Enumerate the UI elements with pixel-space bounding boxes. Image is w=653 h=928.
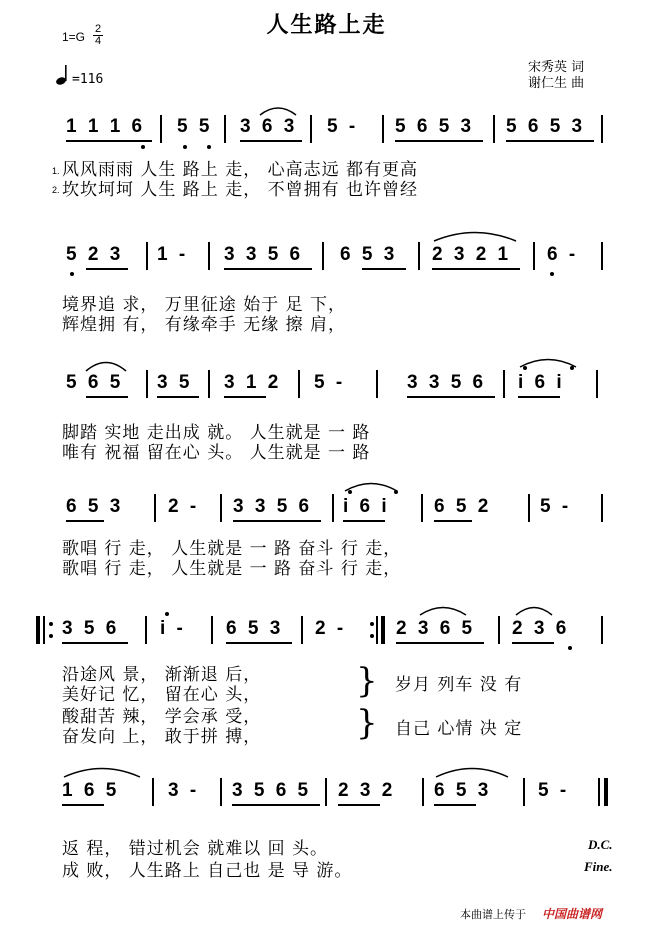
underline-beam — [66, 520, 104, 522]
final-thick-bar — [604, 778, 608, 806]
barline — [325, 778, 327, 806]
barline — [146, 242, 148, 270]
time-numerator: 2 — [94, 23, 102, 35]
time-signature — [93, 24, 103, 47]
lyrics-verse-2: 辉煌拥 有， 有缘牵手 无缘 擦 肩， — [62, 315, 347, 335]
measure-notes: 2 3 6 5 — [396, 618, 476, 639]
underline-beam — [407, 396, 495, 398]
fine-mark: Fine. — [584, 859, 613, 874]
barline — [322, 242, 324, 270]
barline — [301, 616, 303, 644]
slur-arc — [258, 104, 298, 116]
measure-notes: 3 3 5 6 — [407, 372, 487, 393]
lyrics-verse-1: 返 程， 错过机会 就难以 回 头。 — [62, 839, 329, 859]
lyrics-verse-1: 风风雨雨 人生 路上 走， 心高志远 都有更高 — [62, 160, 419, 180]
measure-notes: 3 - — [168, 780, 200, 801]
lyrics-verse-3: 酸甜苦 辣， 学会承 受， — [62, 707, 262, 727]
barline — [208, 242, 210, 270]
underline-beam — [226, 642, 292, 644]
tempo-mark: =116 — [72, 72, 104, 87]
low-octave-dot — [141, 145, 145, 149]
low-octave-dot — [183, 145, 187, 149]
underline-beam — [86, 268, 128, 270]
lyrics-verse-2: 歌唱 行 走， 人生就是 一 路 奋斗 行 走， — [62, 559, 402, 579]
barline — [145, 616, 147, 644]
slur-arc — [434, 764, 510, 778]
underline-beam — [86, 396, 128, 398]
slur-arc — [418, 604, 468, 616]
barline — [310, 115, 312, 143]
composer-credit: 谢仁生 曲 — [528, 76, 585, 91]
lyrics-verse-2: 成 败， 人生路上 自己也 是 导 游。 — [62, 861, 353, 881]
measure-notes: 5 6 5 3 — [506, 116, 586, 137]
measure-notes: 3 3 5 6 — [233, 496, 313, 517]
slur-arc — [518, 356, 578, 368]
barline — [220, 778, 222, 806]
measure-notes: 2 - — [315, 618, 347, 639]
slur-arc — [343, 480, 399, 492]
measure-notes: i 6 i — [343, 496, 390, 517]
measure-notes: 1 1 1 6 — [66, 116, 146, 137]
measure-notes: 3 5 — [157, 372, 193, 393]
underline-beam — [434, 520, 472, 522]
measure-notes: 6 5 3 — [340, 244, 398, 265]
barline — [503, 370, 505, 398]
repeat-end-thin-bar — [376, 616, 378, 644]
barline — [418, 242, 420, 270]
measure-notes: 5 - — [314, 372, 346, 393]
underline-beam — [157, 396, 199, 398]
time-denominator: 4 — [94, 35, 102, 47]
key-signature: 1=G — [62, 30, 86, 44]
measure-notes: 6 - — [547, 244, 579, 265]
repeat-start-thin-bar — [43, 616, 45, 644]
underline-beam — [224, 268, 312, 270]
underline-beam — [233, 520, 321, 522]
barline — [493, 115, 495, 143]
measure-notes: i - — [160, 618, 186, 639]
measure-notes: 5 - — [538, 780, 570, 801]
barline — [421, 494, 423, 522]
quarter-note-icon — [56, 64, 70, 86]
underline-beam — [432, 268, 520, 270]
lyrics-verse-4: 奋发向 上， 敢于拼 搏， — [62, 727, 262, 747]
measure-notes: 5 - — [327, 116, 359, 137]
underline-beam — [224, 396, 266, 398]
measure-notes: 5 - — [540, 496, 572, 517]
measure-notes: 3 1 2 — [224, 372, 282, 393]
underline-beam — [362, 268, 406, 270]
barline — [382, 115, 384, 143]
low-octave-dot — [550, 272, 554, 276]
lyricist-credit: 宋秀英 词 — [528, 60, 585, 75]
lyrics-verse-2: 唯有 祝福 留在心 头。 人生就是 一 路 — [62, 443, 371, 463]
barline — [160, 115, 162, 143]
underline-beam — [395, 140, 483, 142]
barline — [601, 616, 603, 644]
lyrics-verse-2: 坎坎坷坷 人生 路上 走， 不曾拥有 也许曾经 — [62, 180, 419, 200]
measure-notes: 5 5 — [177, 116, 213, 137]
underline-beam — [518, 396, 560, 398]
lyrics-verse-1: 歌唱 行 走， 人生就是 一 路 奋斗 行 走， — [62, 539, 402, 559]
measure-notes: 5 2 3 — [66, 244, 124, 265]
underline-beam — [232, 804, 320, 806]
barline — [152, 778, 154, 806]
high-octave-dot — [165, 612, 169, 616]
repeat-start-thick-bar — [36, 616, 40, 644]
repeat-end-thick-bar — [381, 616, 385, 644]
underline-beam — [62, 804, 104, 806]
lyrics-verse-1: 境界追 求， 万里征途 始于 足 下， — [62, 295, 347, 315]
barline — [528, 494, 530, 522]
site-logo[interactable]: 中国曲谱网 — [542, 907, 603, 921]
barline — [298, 370, 300, 398]
measure-notes: 1 6 5 — [62, 780, 120, 801]
barline — [220, 494, 222, 522]
measure-notes: 2 3 2 — [338, 780, 396, 801]
underline-beam — [62, 642, 128, 644]
measure-notes: 2 3 2 1 — [432, 244, 512, 265]
barline — [601, 115, 603, 143]
measure-notes: 6 5 3 — [66, 496, 124, 517]
repeat-dot — [49, 622, 53, 626]
underline-beam — [343, 520, 385, 522]
lyrics-verse-1: 脚踏 实地 走出成 就。 人生就是 一 路 — [62, 423, 371, 443]
low-octave-dot — [207, 145, 211, 149]
barline — [596, 370, 598, 398]
repeat-dot — [370, 622, 374, 626]
slur-arc — [514, 604, 554, 616]
low-octave-dot — [70, 272, 74, 276]
underline-beam — [240, 140, 302, 142]
dc-mark: D.C. — [588, 837, 613, 852]
low-octave-dot — [568, 646, 572, 650]
verse-number: 1. — [52, 166, 60, 176]
measure-notes: 3 6 3 — [240, 116, 298, 137]
verse-number: 2. — [52, 185, 60, 195]
measure-notes: 6 5 3 — [226, 618, 284, 639]
underline-beam — [512, 642, 554, 644]
barline — [523, 778, 525, 806]
measure-notes: 2 - — [168, 496, 200, 517]
underline-beam — [434, 804, 476, 806]
verse-brace: } — [356, 661, 378, 701]
measure-notes: 6 5 2 — [434, 496, 492, 517]
chorus-lyrics: 岁月 列车 没 有 — [395, 675, 523, 695]
repeat-dot — [370, 634, 374, 638]
lyrics-verse-1: 沿途风 景， 渐渐退 后， — [62, 665, 262, 685]
underline-beam — [506, 140, 594, 142]
lyrics-verse-2: 美好记 忆， 留在心 头， — [62, 685, 262, 705]
underline-beam — [338, 804, 380, 806]
song-title: 人生路上走 — [266, 13, 387, 38]
barline — [601, 494, 603, 522]
measure-notes: 3 3 5 6 — [224, 244, 304, 265]
barline — [498, 616, 500, 644]
barline — [533, 242, 535, 270]
slur-arc — [432, 228, 518, 242]
barline — [376, 370, 378, 398]
measure-notes: 3 5 6 5 — [232, 780, 312, 801]
slur-arc — [84, 358, 128, 372]
measure-notes: i 6 i — [518, 372, 565, 393]
footer-text: 本曲谱上传于 — [460, 908, 526, 921]
measure-notes: 1 - — [157, 244, 189, 265]
measure-notes: 5 6 5 — [66, 372, 124, 393]
measure-notes: 6 5 3 — [434, 780, 492, 801]
barline — [601, 242, 603, 270]
slur-arc — [62, 764, 142, 778]
final-thin-bar — [598, 778, 600, 806]
barline — [208, 370, 210, 398]
barline — [332, 494, 334, 522]
barline — [224, 115, 226, 143]
measure-notes: 5 6 5 3 — [395, 116, 475, 137]
barline — [211, 616, 213, 644]
repeat-dot — [49, 634, 53, 638]
barline — [146, 370, 148, 398]
measure-notes: 2 3 6 — [512, 618, 570, 639]
verse-brace: } — [356, 703, 378, 743]
chorus-lyrics: 自己 心情 决 定 — [395, 719, 523, 739]
underline-beam — [396, 642, 484, 644]
measure-notes: 3 5 6 — [62, 618, 120, 639]
barline — [422, 778, 424, 806]
barline — [154, 494, 156, 522]
underline-beam — [66, 140, 152, 142]
